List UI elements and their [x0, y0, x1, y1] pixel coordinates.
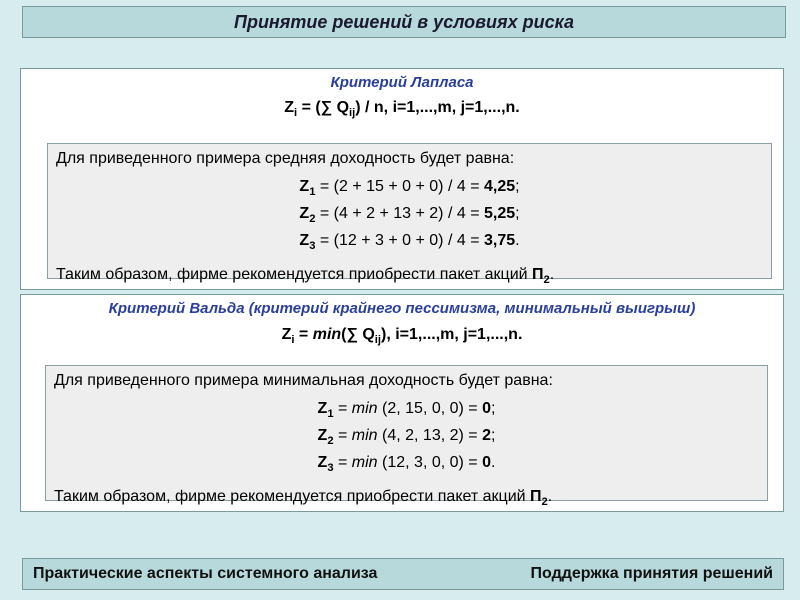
laplace-title: Критерий Лапласа	[330, 74, 474, 91]
wald-row-3	[54, 452, 759, 479]
slide-title: Принятие решений в условиях риска	[234, 11, 574, 32]
row-sub: 2	[309, 213, 316, 226]
row-tail: ;	[490, 400, 496, 417]
row-result: 4,25	[483, 178, 516, 195]
row-label: Z	[299, 178, 310, 195]
conclusion-packet-sub: 2	[543, 273, 550, 286]
wald-conclusion	[54, 488, 759, 508]
wald-intro: Для приведенного примера минимальная доходность будет равна:	[54, 372, 553, 389]
formula-eq: =	[294, 326, 313, 343]
row-sub: 2	[327, 435, 334, 448]
formula-sub-ij: ij	[374, 334, 382, 347]
wald-row-2	[54, 425, 759, 452]
conclusion-period: .	[549, 265, 555, 283]
formula-sub-i: i	[294, 107, 298, 120]
row-fn: min	[351, 400, 378, 417]
row-sub: 1	[327, 408, 334, 421]
formula-mid: (∑ Q	[341, 326, 375, 343]
laplace-row-2	[56, 203, 763, 230]
conclusion-packet-sub: 2	[541, 495, 548, 508]
row-tail: .	[490, 454, 496, 472]
row-result: 0	[482, 400, 491, 417]
row-result: 5,25	[483, 205, 516, 223]
wald-panel	[20, 294, 784, 512]
row-label: Z	[317, 427, 328, 445]
footer-section-title: Поддержка принятия решений	[530, 565, 773, 582]
row-fn: min	[351, 427, 378, 445]
row-label: Z	[299, 205, 310, 223]
slide-header	[22, 6, 786, 38]
wald-calculations	[54, 398, 759, 480]
row-sub: 1	[309, 186, 316, 199]
conclusion-text: Таким образом, фирме рекомендуется приобрести пакет акций	[54, 487, 531, 505]
row-expr: (2, 15, 0, 0) =	[377, 400, 483, 417]
formula-sub-ij: ij	[349, 107, 356, 120]
formula-min: min	[312, 326, 342, 343]
row-label: Z	[317, 400, 328, 417]
laplace-calculations	[56, 176, 763, 258]
formula-sub-i: i	[291, 334, 295, 347]
row-fn: min	[351, 454, 378, 472]
wald-formula	[21, 326, 783, 346]
row-eq: =	[333, 400, 352, 417]
row-eq: =	[333, 427, 352, 445]
laplace-intro: Для приведенного примера средняя доходность будет равна:	[56, 150, 515, 167]
row-eq: =	[333, 454, 352, 472]
slide-footer	[22, 558, 784, 590]
footer-course-title: Практические аспекты системного анализа	[33, 565, 378, 582]
row-expr: = (12 + 3 + 0 + 0) / 4 =	[315, 232, 484, 250]
wald-title: Критерий Вальда (критерий крайнего пессимизма, минимальный выигрыш)	[108, 300, 696, 317]
row-tail: ;	[490, 427, 496, 445]
formula-z: Z	[281, 326, 292, 343]
row-expr: = (4 + 2 + 13 + 2) / 4 =	[315, 205, 484, 223]
row-result: 2	[482, 427, 491, 445]
laplace-conclusion	[56, 266, 763, 286]
conclusion-packet: П	[532, 265, 544, 283]
formula-end: ), i=1,...,m, j=1,...,n.	[381, 326, 523, 343]
conclusion-period: .	[547, 487, 553, 505]
row-expr: = (2 + 15 + 0 + 0) / 4 =	[315, 178, 484, 195]
row-expr: (4, 2, 13, 2) =	[377, 427, 483, 445]
formula-end: ) / n, i=1,...,m, j=1,...,n.	[355, 99, 520, 116]
conclusion-text: Таким образом, фирме рекомендуется приобрести пакет акций	[56, 265, 533, 283]
row-expr: (12, 3, 0, 0) =	[377, 454, 483, 472]
laplace-formula	[21, 99, 783, 119]
row-sub: 3	[309, 240, 316, 253]
row-result: 3,75	[483, 232, 516, 250]
row-sub: 3	[327, 462, 334, 475]
row-label: Z	[317, 454, 328, 472]
formula-mid: = (∑ Q	[297, 99, 350, 116]
row-result: 0	[482, 454, 491, 472]
conclusion-packet: П	[530, 487, 542, 505]
row-tail: .	[515, 232, 520, 250]
formula-z: Z	[284, 99, 295, 116]
laplace-example-box	[47, 143, 772, 286]
wald-row-1	[54, 398, 759, 425]
laplace-row-3	[56, 230, 763, 257]
row-label: Z	[299, 232, 310, 250]
row-tail: ;	[515, 178, 520, 195]
laplace-panel	[20, 68, 784, 290]
laplace-row-1	[56, 176, 763, 203]
row-tail: ;	[515, 205, 520, 223]
wald-example-box	[45, 365, 768, 508]
